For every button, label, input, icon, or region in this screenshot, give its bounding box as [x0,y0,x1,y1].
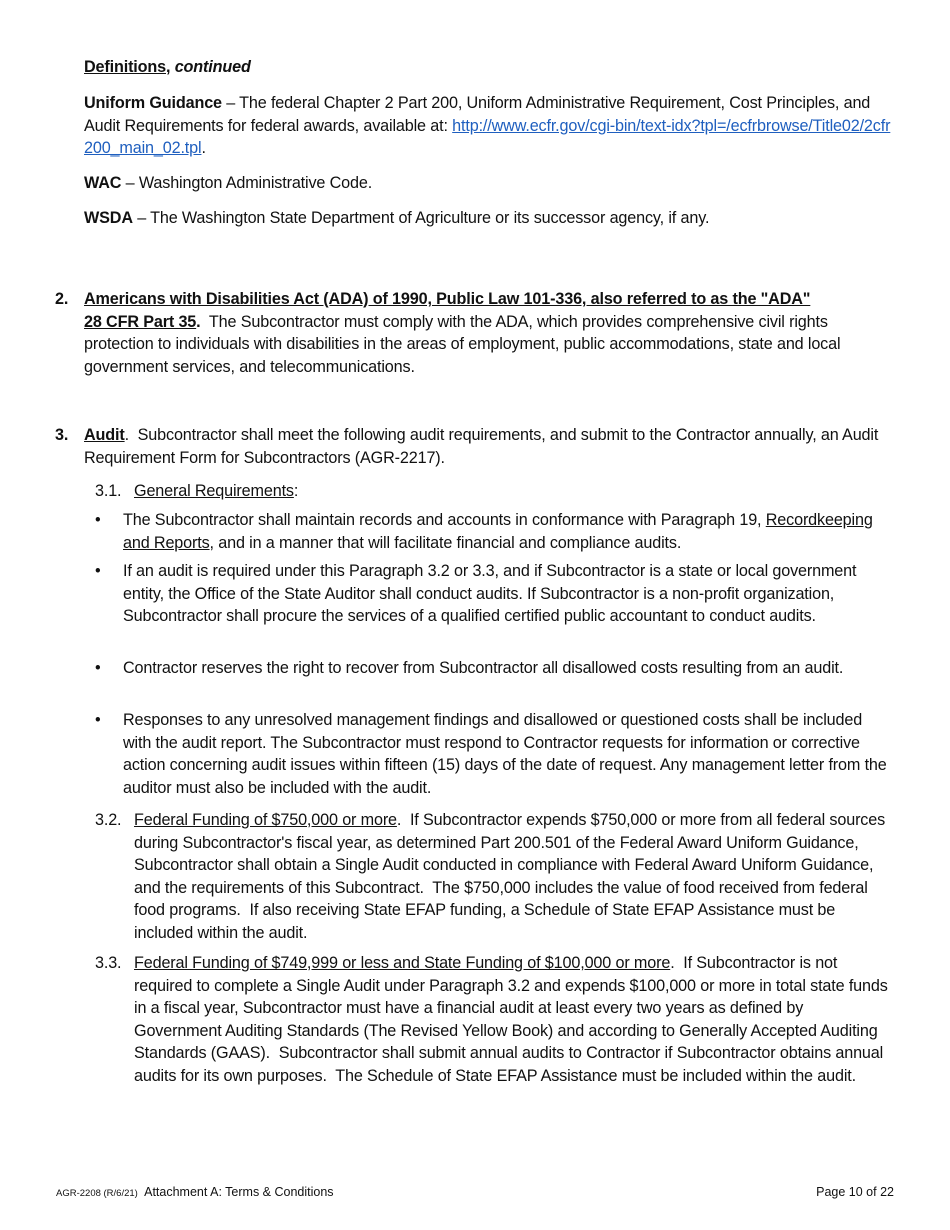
footer-attachment: Attachment A: Terms & Conditions [144,1185,334,1199]
definition-uniform-guidance: Uniform Guidance – The federal Chapter 2 Part 200, Uniform Administrative Requirement, Cost Principles, and Audit Requirements for federal awards, available at: http://www.ecfr.gov/cgi-bin/text-idx?tpl=/ecfrbrowse/Title02/2cfr200_main_02.tpl. [84,94,891,158]
footer-form-id: AGR-2208 (R/6/21) [56,1188,138,1199]
section-2-title: Americans with Disabilities Act (ADA) of 1990, Public Law 101-336, also referred to as the "ADA" [84,290,811,308]
section-2-cfr: 28 CFR Part 35 [84,312,197,331]
definitions-heading-title: Definitions [84,58,166,76]
ecfr-link[interactable]: http://www.ecfr.gov/cgi-bin/text-idx?tpl=/ecfrbrowse/Title02/2cfr200_main_02.tpl [84,116,891,158]
section-3-body: . Subcontractor shall meet the following audit requirements, and submit to the Contractor annually, an Audit Requirement Form for Subcontractors (AGR-2217). [84,426,883,467]
definition-term: WAC [84,174,122,192]
section-3-title: Audit [84,426,125,444]
subsection-3-3-title: Federal Funding of $749,999 or less and State Funding of $100,000 or more [134,954,671,972]
subsection-3-1-number: 3.1. [95,482,122,500]
section-2-ada: Americans with Disabilities Act (ADA) of 1990, Public Law 101-336, also referred to as the "ADA" 28 CFR Part 35. The Subcontractor must comply with the ADA, which provides comprehensive civil rights protection to individuals with disabilities in the areas of employment, public accommodations, state and local government services, and telecommunications. [84,290,845,376]
section-3-audit [84,424,894,469]
bullet-icon: • [95,511,101,529]
bullet-icon: • [95,659,101,677]
definition-term: Uniform Guidance [84,94,222,112]
subsection-3-2-number: 3.2. [95,811,122,829]
definition-term: WSDA [84,209,133,227]
definition-wsda: WSDA – The Washington State Department of Agriculture or its successor agency, if any. [84,209,710,227]
definitions-heading-continued: continued [174,58,251,76]
subsection-3-2-title: Federal Funding of $750,000 or more [134,811,397,829]
definition-wac: WAC – Washington Administrative Code. [84,174,373,192]
footer-left [56,1185,334,1199]
footer-page-number: Page 10 of 22 [816,1185,894,1199]
section-2-body: The Subcontractor must comply with the ADA, which provides comprehensive civil rights protection to individuals with disabilities in the areas of employment, public accommodations, state and local government services, and telecommunications. [84,312,845,376]
section-3-number: 3. [55,426,69,444]
definitions-heading: Definitions, continued [84,58,251,76]
bullet-item-audit-conduct: If an audit is required under this Paragraph 3.2 or 3.3, and if Subcontractor is a state or local government entity, the Office of the State Auditor shall conduct audits. If Subcontractor is a non-profit organization, Subcontractor shall procure the services of a qualified certified public accountant to conduct audits. [123,562,857,626]
section-2-number: 2. [55,290,69,308]
subsection-3-1-title: General Requirements: [134,482,299,500]
bullet-item-disallowed-costs: Contractor reserves the right to recover from Subcontractor all disallowed costs resulting from an audit. [123,659,844,677]
recordkeeping-reference: Recordkeeping and Reports [123,511,873,552]
bullet-item-recordkeeping: The Subcontractor shall maintain records and accounts in conformance with Paragraph 19, Recordkeeping and Reports, and in a manner that will facilitate financial and compliance audits. [123,511,873,552]
bullet-item-responses: Responses to any unresolved management findings and disallowed or questioned costs shall be included with the audit report. The Subcontractor must respond to Contractor requests for information or corrective action concerning audit issues within fifteen (15) days of the date of request. Any management letter from the auditor must also be included with the audit. [123,711,887,797]
bullet-icon: • [95,711,101,729]
subsection-3-3-number: 3.3. [95,954,122,972]
subsection-3-3: Federal Funding of $749,999 or less and State Funding of $100,000 or more. If Subcontractor is not required to complete a Single Audit under Paragraph 3.2 and expends $100,000 or more in total state funds in a fiscal year, Subcontractor must have a financial audit at least every two years as defined by Government Auditing Standards (The Revised Yellow Book) and according to Generally Accepted Auditing Standards (GAAS). Subcontractor shall submit annual audits to Contractor if Subcontractor obtains annual audits for its own purposes. The Schedule of State EFAP Assistance must be included within the audit. [134,954,893,1085]
bullet-icon: • [95,562,101,580]
subsection-3-2: Federal Funding of $750,000 or more. If Subcontractor expends $750,000 or more from all federal sources during Subcontractor's fiscal year, as determined Part 200.501 of the Federal Award Uniform Guidance, Subcontractor shall obtain a Single Audit conducted in compliance with Federal Award Uniform Guidance, and the requirements of this Subcontract. The $750,000 includes the value of food received from federal food programs. If also receiving State EFAP funding, a Schedule of State EFAP Assistance must be included within the audit. [134,811,890,942]
